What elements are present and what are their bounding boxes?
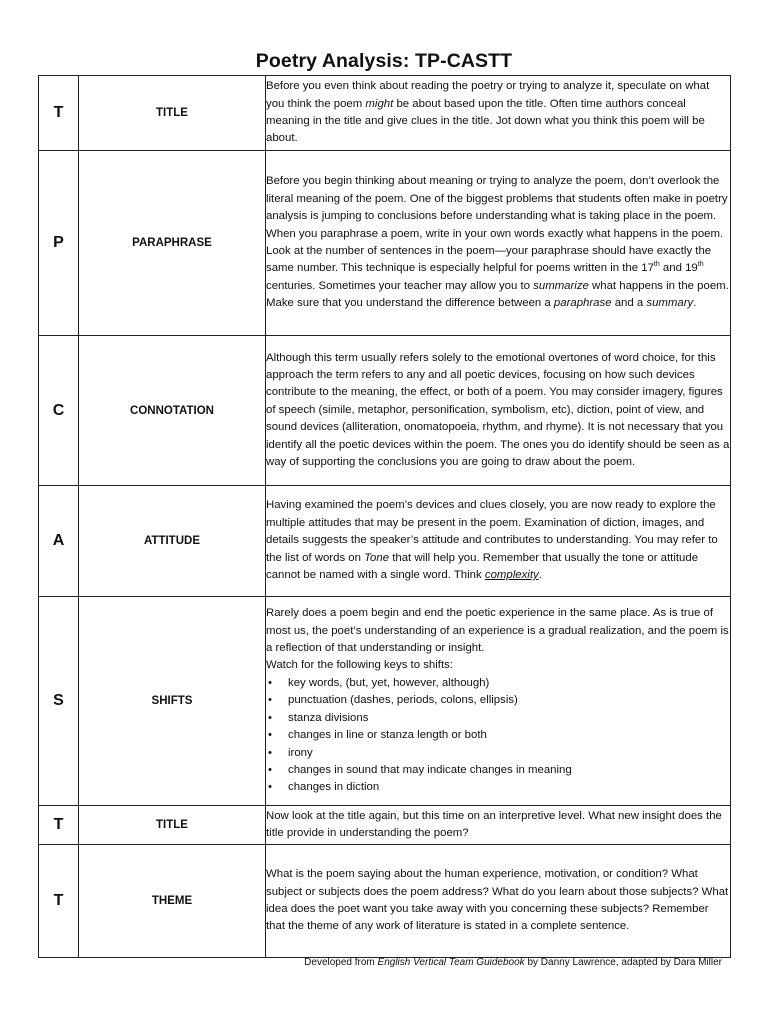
table-row-title: [39, 76, 731, 151]
shifts-keys-list: [266, 675, 730, 797]
row-description: Now look at the title again, but this time on an interpretive level. What new insight does the title provide in understanding the poem?: [266, 806, 731, 845]
row-letter: T: [39, 76, 79, 151]
list-item: • changes in sound that may indicate changes in meaning: [266, 762, 730, 779]
row-letter: P: [39, 151, 79, 336]
table-row-theme: [39, 845, 731, 958]
list-item: • changes in line or stanza length or both: [266, 727, 730, 744]
footer-book-title: English Vertical Team Guidebook: [377, 957, 525, 968]
list-item: • punctuation (dashes, periods, colons, ellipsis): [266, 692, 730, 709]
list-item: • irony: [266, 745, 730, 762]
row-description: What is the poem saying about the human experience, motivation, or condition? What subject or subjects does the poem address? What do you learn about those subjects? What idea does the poet want you take away with you concerning these subjects? Remember that the theme of any work of literature is stated in a complete sentence.: [266, 845, 731, 958]
list-item: • stanza divisions: [266, 710, 730, 727]
footer-credit: Developed from English Vertical Team Guidebook by Danny Lawrence, adapted by Dara Miller: [304, 957, 722, 968]
row-description: Although this term usually refers solely to the emotional overtones of word choice, for this approach the term refers to any and all poetic devices, focusing on how such devices contribute to the meaning, the effect, or both of a poem. You may consider imagery, figures of speech (simile, metaphor, personification, symbolism, etc), diction, point of view, and sound devices (alliteration, onomatopoeia, rhythm, and rhyme). It is not necessary that you identify all the poetic devices within the poem. The ones you do identify should be seen as a way of supporting the conclusions you are going to draw about the poem.: [266, 336, 731, 486]
row-label: ATTITUDE: [79, 486, 266, 597]
table-row-attitude: [39, 486, 731, 597]
row-letter: A: [39, 486, 79, 597]
row-letter: T: [39, 845, 79, 958]
list-item: • changes in diction: [266, 779, 730, 796]
list-item: • key words, (but, yet, however, although): [266, 675, 730, 692]
row-label: SHIFTS: [79, 597, 266, 806]
row-letter: C: [39, 336, 79, 486]
row-letter: S: [39, 597, 79, 806]
row-description: Before you begin thinking about meaning or trying to analyze the poem, don’t overlook the literal meaning of the poem. One of the biggest problems that students often make in poetry analysis is jumping to conclusions before understanding what is taking place in the poem. When you paraphrase a poem, write in your own words exactly what happens in the poem. Look at the number of sentences in the poem—your paraphrase should have exactly the same number. This technique is especially helpful for poems written in the 17th and 19th centuries. Sometimes your teacher may allow you to summarize what happens in the poem. Make sure that you understand the difference between a paraphrase and a summary.: [266, 151, 731, 336]
row-label: TITLE: [79, 806, 266, 845]
table-row-shifts: [39, 597, 731, 806]
row-description: Before you even think about reading the poetry or trying to analyze it, speculate on what you think the poem might be about based upon the title. Often time authors conceal meaning in the title and give clues in the title. Jot down what you think this poem will be about.: [266, 76, 731, 151]
shifts-intro: Rarely does a poem begin and end the poetic experience in the same place. As is true of most us, the poet’s understanding of an experience is a gradual realization, and the poem is a reflection of that understanding or insight.: [266, 607, 729, 655]
row-label: CONNOTATION: [79, 336, 266, 486]
page-title: Poetry Analysis: TP-CASTT: [255, 50, 513, 72]
row-letter: T: [39, 806, 79, 845]
row-label: TITLE: [79, 76, 266, 151]
table-row-title-again: [39, 806, 731, 845]
shifts-keys-heading: Watch for the following keys to shifts:: [266, 659, 453, 672]
row-description: Having examined the poem’s devices and clues closely, you are now ready to explore the multiple attitudes that may be present in the poem. Examination of diction, images, and details suggests the speaker’s attitude and contributes to understanding. You may refer to the list of words on Tone that will help you. Remember that usually the tone or attitude cannot be named with a single word. Think complexity.: [266, 486, 731, 597]
row-description: [266, 597, 731, 806]
table-row-paraphrase: [39, 151, 731, 336]
row-label: PARAPHRASE: [79, 151, 266, 336]
row-label: THEME: [79, 845, 266, 958]
table-row-connotation: [39, 336, 731, 486]
tpcastt-table: [38, 75, 731, 958]
